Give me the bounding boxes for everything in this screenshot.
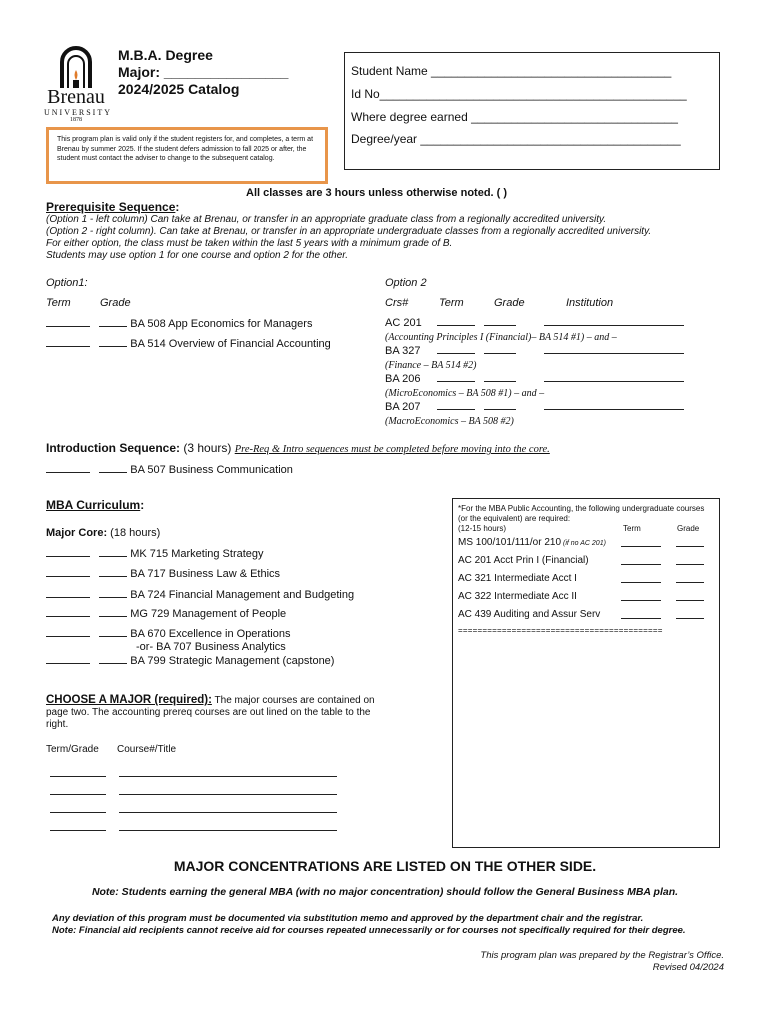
degree-location-field[interactable]: Where degree earned _______________________________ — [351, 110, 678, 124]
general-mba-note: Note: Students earning the general MBA (with no major concentration) should follow the General Business MBA plan. — [91, 886, 679, 898]
catalog-year: 2024/2025 Catalog — [118, 81, 240, 97]
term-blank[interactable] — [46, 547, 90, 557]
term-blank[interactable] — [437, 344, 475, 354]
grade-blank[interactable] — [99, 463, 127, 473]
option2-course-row — [385, 316, 684, 331]
or-course-line: -or- BA 707 Business Analytics — [136, 641, 286, 653]
course-code: BA 207 — [385, 401, 421, 413]
grade-blank[interactable] — [484, 400, 516, 410]
course-code: AC 201 — [385, 317, 422, 329]
intro-heading — [46, 441, 550, 455]
course-note: (Accounting Principles I (Financial)– BA 514 #1) – and – — [385, 331, 617, 343]
term-blank[interactable] — [46, 463, 90, 473]
option2-grade-header: Grade — [494, 297, 525, 309]
term-grade-blank[interactable] — [50, 785, 106, 795]
choose-major-heading: CHOOSE A MAJOR (required): — [46, 694, 212, 706]
term-blank[interactable] — [46, 337, 90, 347]
core-course-row — [46, 588, 354, 601]
major-core-label — [46, 527, 160, 539]
brenau-logo — [44, 40, 112, 123]
course-blank[interactable] — [119, 785, 337, 795]
term-blank[interactable] — [621, 609, 661, 619]
option2-course-row — [385, 344, 684, 359]
validity-notice-text: This program plan is valid only if the student registers for, and completes, a term at Brenau by summer 2025. If the student defers admission to fall 2025 or after, the student must contact the adviser to change to the subsequent catalog. — [57, 136, 314, 162]
term-blank[interactable] — [46, 607, 90, 617]
intro-heading-text: Introduction Sequence: — [46, 441, 181, 455]
term-blank[interactable] — [437, 400, 475, 410]
institution-blank[interactable] — [544, 344, 684, 354]
accounting-grade-header: Grade — [677, 524, 700, 533]
prereq-line: (Option 1 - left column) Can take at Brenau, or transfer in an appropriate graduate class from a regionally accredited university. — [46, 214, 607, 225]
term-blank[interactable] — [621, 591, 661, 601]
intro-course-row — [46, 463, 293, 476]
course-blank[interactable] — [119, 803, 337, 813]
financial-aid-text: Note: Financial aid recipients cannot receive aid for courses repeated unnecessarily or for courses not specifically required for their degree. — [52, 924, 686, 936]
brenau-arch-icon — [44, 40, 108, 90]
choose-major-text: The major courses are contained on page two. The accounting prereq courses are out lined on the table to the right. — [46, 695, 375, 730]
prepared-by: This program plan was prepared by the Registrar’s Office. — [480, 950, 724, 961]
accounting-intro — [458, 504, 708, 534]
major-line: Major: ________________ — [118, 64, 289, 80]
student-id-field[interactable]: Id No______________________________________________ — [351, 87, 687, 101]
option1-course-row — [46, 337, 331, 350]
course-blank[interactable] — [119, 767, 337, 777]
option1-label: Option1: — [46, 277, 88, 289]
logo-name: Brenau — [47, 86, 105, 108]
choose-major-section — [46, 694, 376, 731]
accounting-course-row: AC 322 Intermediate Acc II — [458, 591, 577, 602]
deviation-text: Any deviation of this program must be documented via substitution memo and approved by the department chair and the registrar. — [52, 913, 644, 924]
course-note: (MicroEconomics – BA 508 #1) – and – — [385, 387, 545, 399]
prereq-instructions — [46, 214, 651, 262]
course-note: (MacroEconomics – BA 508 #2) — [385, 415, 514, 427]
course-title: BA 717 Business Law & Ethics — [130, 568, 281, 580]
grade-blank[interactable] — [99, 588, 127, 598]
accounting-course-row: AC 321 Intermediate Acct I — [458, 573, 577, 584]
term-blank[interactable] — [437, 372, 475, 382]
term-blank[interactable] — [621, 573, 661, 583]
term-blank[interactable] — [46, 627, 90, 637]
core-course-row — [46, 654, 334, 667]
course-title: BA 799 Strategic Management (capstone) — [130, 655, 335, 667]
degree-title: M.B.A. Degree — [118, 47, 213, 63]
prereq-line: (Option 2 - right column). Can take at Brenau, or transfer in an appropriate undergraduate classes from a regionally accredited university. — [46, 226, 652, 237]
ms-row — [458, 537, 606, 548]
student-info-box — [344, 52, 720, 170]
grade-blank[interactable] — [676, 609, 704, 619]
grade-blank[interactable] — [676, 573, 704, 583]
course-title: BA 514 Overview of Financial Accounting — [130, 338, 331, 350]
accounting-hours: (12-15 hours) — [458, 524, 507, 533]
course-code: BA 327 — [385, 345, 421, 357]
validity-notice — [46, 127, 328, 184]
term-blank[interactable] — [621, 555, 661, 565]
term-blank[interactable] — [46, 588, 90, 598]
major-core-hours: (18 hours) — [107, 527, 161, 539]
grade-blank[interactable] — [676, 591, 704, 601]
term-grade-header: Term/Grade — [46, 744, 99, 755]
option2-term-header: Term — [439, 297, 464, 309]
all-classes-note: All classes are 3 hours unless otherwise noted. ( ) — [246, 187, 508, 199]
term-grade-blank[interactable] — [50, 803, 106, 813]
degree-year-field[interactable]: Degree/year _______________________________________ — [351, 132, 681, 146]
grade-blank[interactable] — [99, 547, 127, 557]
accounting-term-header: Term — [623, 524, 641, 533]
accounting-divider: ========================================== — [458, 626, 663, 635]
course-title: BA 507 Business Communication — [130, 464, 293, 476]
term-blank[interactable] — [46, 567, 90, 577]
course-blank[interactable] — [119, 821, 337, 831]
logo-year: 1878 — [70, 117, 82, 123]
core-course-row — [46, 627, 290, 640]
ms-grade-blank[interactable] — [676, 537, 704, 547]
option2-course-list — [385, 316, 684, 428]
grade-blank[interactable] — [99, 337, 127, 347]
intro-note: Pre-Req & Intro sequences must be completed before moving into the core. — [234, 444, 550, 455]
term-blank[interactable] — [46, 654, 90, 664]
ms-note: (if no AC 201) — [561, 540, 606, 547]
option2-institution-header: Institution — [566, 297, 614, 309]
grade-blank[interactable] — [484, 344, 516, 354]
course-title: BA 508 App Economics for Managers — [130, 318, 313, 330]
option1-term-header: Term — [46, 297, 71, 309]
prereq-heading-colon: : — [175, 200, 180, 214]
option1-grade-header: Grade — [100, 297, 131, 309]
option2-crs-header: Crs# — [385, 297, 409, 309]
logo-sub: UNIVERSITY — [44, 108, 112, 117]
option2-label: Option 2 — [385, 277, 427, 289]
student-name-field[interactable]: Student Name ____________________________________ — [351, 64, 672, 78]
grade-blank[interactable] — [484, 316, 516, 326]
option2-course-row — [385, 400, 684, 415]
term-grade-blank[interactable] — [50, 821, 106, 831]
term-blank[interactable] — [46, 317, 90, 327]
grade-blank[interactable] — [676, 555, 704, 565]
core-course-row — [46, 547, 264, 560]
ms-term-blank[interactable] — [621, 537, 661, 547]
institution-blank[interactable] — [544, 372, 684, 382]
grade-blank[interactable] — [99, 654, 127, 664]
concentrations-heading: MAJOR CONCENTRATIONS ARE LISTED ON THE OTHER SIDE. — [173, 858, 597, 874]
institution-blank[interactable] — [544, 316, 684, 326]
prereq-line: For either option, the class must be taken within the last 5 years with a minimum grade of B. — [46, 238, 453, 249]
mba-heading-colon: : — [140, 498, 145, 512]
prereq-line: Students may use option 1 for one course and option 2 for the other. — [46, 250, 349, 261]
institution-blank[interactable] — [544, 400, 684, 410]
grade-blank[interactable] — [99, 607, 127, 617]
course-title: MK 715 Marketing Strategy — [130, 548, 264, 560]
term-blank[interactable] — [437, 316, 475, 326]
option2-course-row — [385, 372, 684, 387]
course-title-header: Course#/Title — [117, 744, 177, 755]
deviation-note — [52, 913, 712, 936]
major-core-text: Major Core: — [46, 527, 108, 539]
grade-blank[interactable] — [99, 317, 127, 327]
mba-heading — [46, 498, 144, 512]
course-code: BA 206 — [385, 373, 421, 385]
course-title: BA 724 Financial Management and Budgeting — [130, 589, 355, 601]
major-course-blanks — [50, 764, 337, 836]
course-title: MG 729 Management of People — [130, 608, 287, 620]
grade-blank[interactable] — [99, 567, 127, 577]
accounting-course-row: AC 439 Auditing and Assur Serv — [458, 609, 601, 620]
prereq-heading-text: Prerequisite Sequence — [46, 200, 176, 214]
course-title: BA 670 Excellence in Operations — [130, 628, 291, 640]
core-course-row — [46, 607, 286, 620]
prereq-heading — [46, 200, 179, 214]
ms-courses: MS 100/101/111/or 210 — [458, 537, 562, 548]
course-note: (Finance – BA 514 #2) — [385, 359, 477, 371]
accounting-intro-text: *For the MBA Public Accounting, the following undergraduate courses (or the equivalent) are required: — [458, 504, 705, 523]
core-course-row — [46, 567, 280, 580]
intro-hours: (3 hours) — [180, 441, 235, 455]
public-accounting-box — [452, 498, 720, 848]
grade-blank[interactable] — [484, 372, 516, 382]
mba-heading-text: MBA Curriculum — [46, 498, 141, 512]
grade-blank[interactable] — [99, 627, 127, 637]
revised-date: Revised 04/2024 — [652, 962, 724, 973]
term-grade-blank[interactable] — [50, 767, 106, 777]
option1-course-row — [46, 317, 312, 330]
accounting-course-row: AC 201 Acct Prin I (Financial) — [458, 555, 589, 566]
